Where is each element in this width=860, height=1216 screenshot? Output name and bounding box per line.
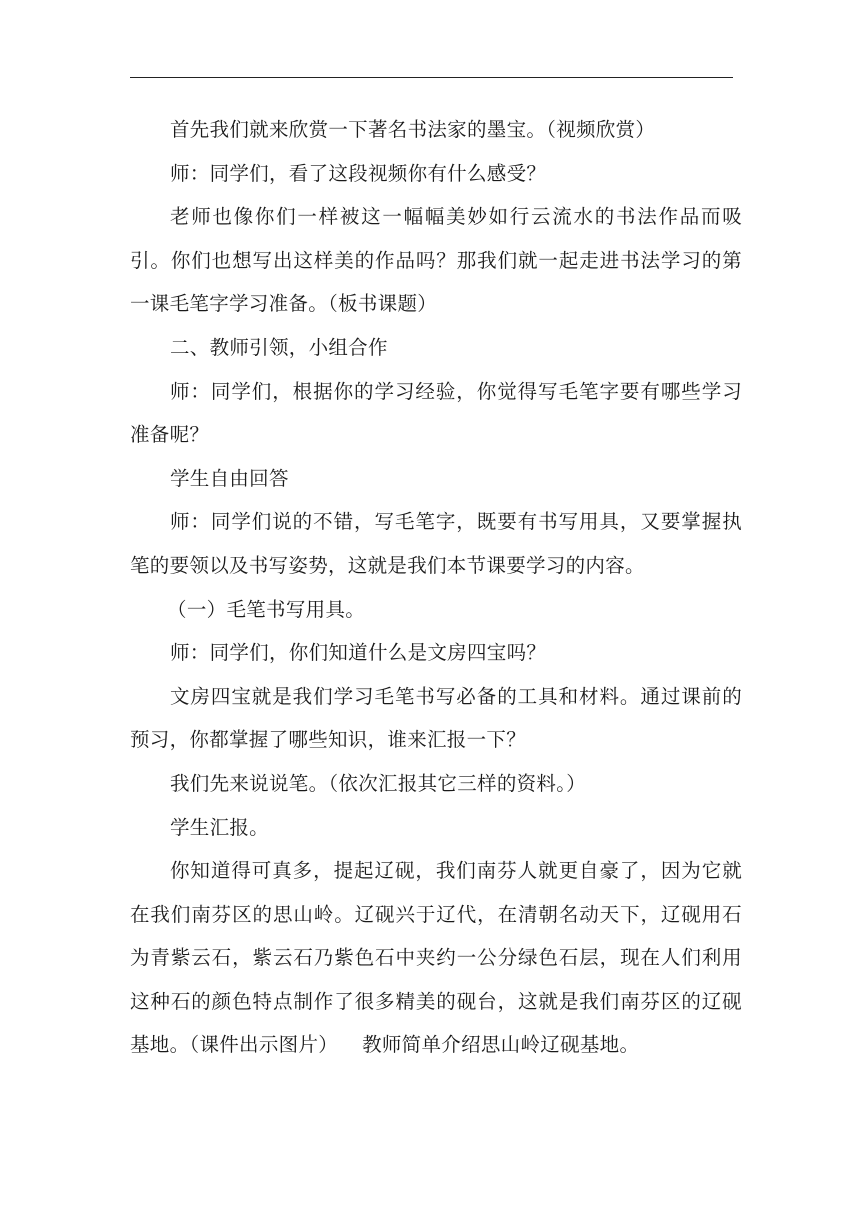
- paragraph: 老师也像你们一样被这一幅幅美妙如行云流水的书法作品而吸引。你们也想写出这样美的作品吗？那我们就一起走进书法学习的第一课毛笔字学习准备。（板书课题）: [130, 205, 742, 316]
- paragraph-with-inline-note: [130, 849, 742, 1067]
- paragraph: 师：同学们说的不错，写毛笔字，既要有书写用具，又要掌握执笔的要领以及书写姿势，这就是我们本节课要学习的内容。: [130, 510, 742, 577]
- section-heading: 二、教师引领，小组合作: [169, 335, 388, 359]
- paragraph: 我们先来说说笔。（依次汇报其它三样的资料。）: [169, 771, 587, 795]
- document-body: [130, 108, 742, 1067]
- header-rule: [130, 77, 733, 78]
- paragraph: 师：同学们，根据你的学习经验，你觉得写毛笔字要有哪些学习准备呢？: [130, 379, 742, 447]
- paragraph: 首先我们就来欣赏一下著名书法家的墨宝。（视频欣赏）: [169, 118, 656, 141]
- paragraph: 文房四宝就是我们学习毛笔书写必备的工具和材料。通过课前的预习，你都掌握了哪些知识，谁来汇报一下？: [130, 684, 742, 752]
- subsection-heading: （一）毛笔书写用具。: [167, 597, 366, 621]
- inline-note: 教师简单介绍思山岭辽砚基地。: [362, 1033, 640, 1057]
- paragraph: 学生自由回答: [169, 466, 289, 490]
- paragraph: 师：同学们，看了这段视频你有什么感受？: [169, 161, 547, 185]
- paragraph: 学生汇报。: [169, 815, 269, 839]
- paragraph-text: 你知道得可真多，提起辽砚，我们南芬人就更自豪了，因为它就在我们南芬区的思山岭。辽砚兴于辽代，在清朝名动天下，辽砚用石为青紫云石，紫云石乃紫色石中夹约一公分绿色石层，现在人们利用这种石的颜色特点制作了很多精美的砚台，这就是我们南芬区的辽砚基地。（课件出示图片）: [130, 859, 742, 1057]
- paragraph: 师：同学们，你们知道什么是文房四宝吗？: [169, 641, 547, 665]
